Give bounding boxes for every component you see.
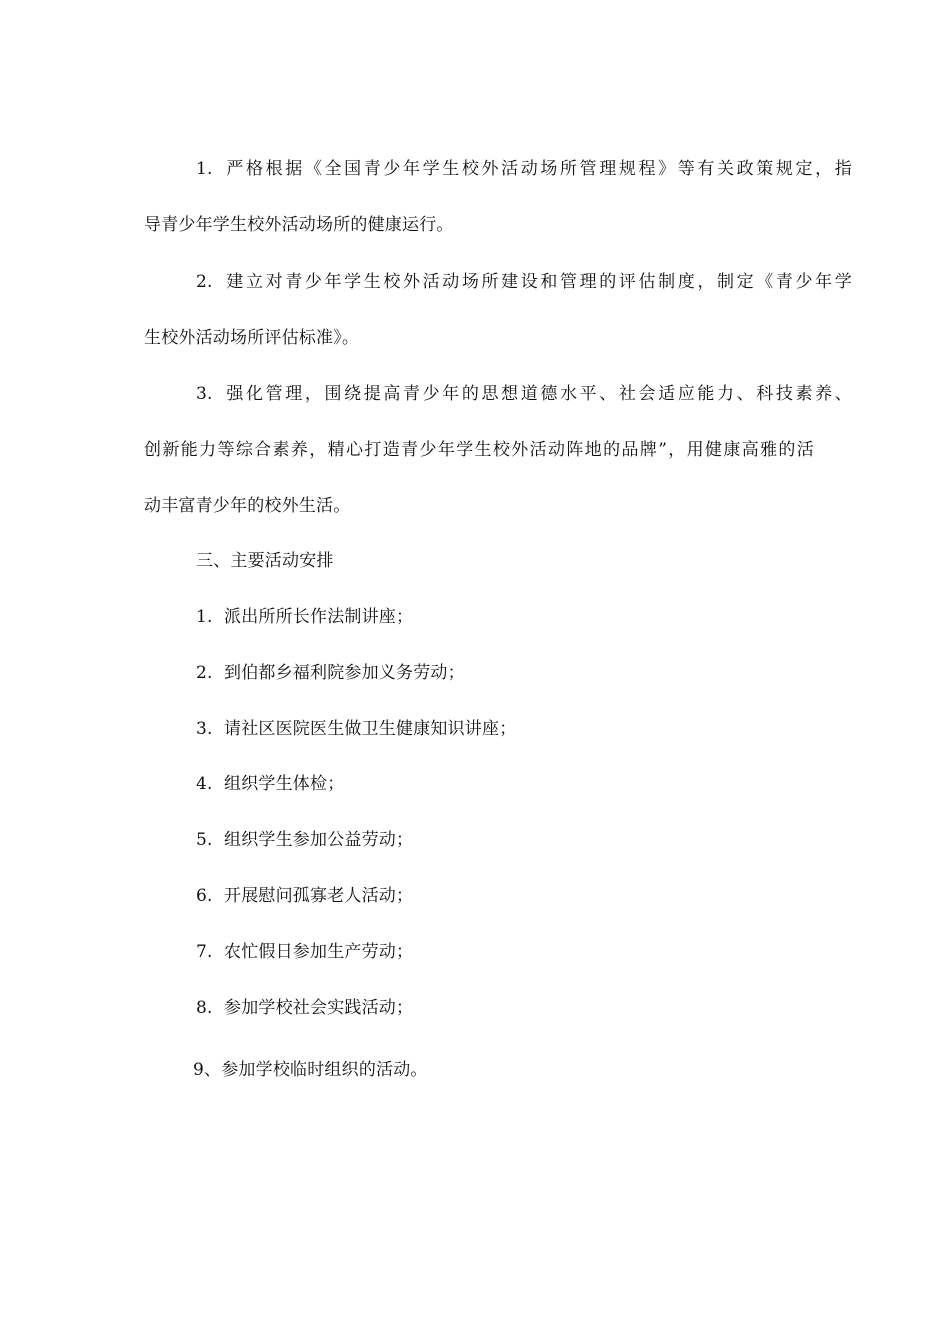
list-item [196,772,344,796]
list-item [196,996,413,1020]
list-item-text: 开展慰问孤寡老人活动； [224,886,414,906]
list-item-text: 派出所所长作法制讲座； [224,607,414,627]
list-item-number: 5. [196,830,213,850]
list-item-number: 1. [196,607,213,627]
paragraph-3-line-2: 创新能力等综合素养，精心打造青少年学生校外活动阵地的品牌”，用健康高雅的活 [144,440,814,460]
paragraph-2-text-1: 建立对青少年学生校外活动场所建设和管理的评估制度，制定《青少年学 [224,272,852,292]
paragraph-1-line-2: 导青少年学生校外活动场所的健康运行。 [144,215,454,235]
list-item-text: 组织学生参加公益劳动； [224,830,414,850]
paragraph-2-line-2: 生校外活动场所评估标准》。 [144,328,360,348]
list-item-text: 请社区医院医生做卫生健康知识讲座； [224,719,517,739]
list-item-number: 2. [196,663,213,683]
section-heading: 三、主要活动安排 [196,551,334,571]
paragraph-1-number: 1. [196,159,213,179]
list-item [196,717,516,741]
list-item-text: 参加学校社会实践活动； [224,998,414,1018]
paragraph-3-number: 3. [196,384,213,404]
paragraph-3-text-1: 强化管理，围绕提高青少年的思想道德水平、社会适应能力、科技素养、 [224,384,852,404]
paragraph-2-line-1 [196,270,852,294]
list-item-text: 到伯都乡福利院参加义务劳动； [224,663,465,683]
list-item-last: 9、参加学校临时组织的活动。 [193,1060,428,1080]
paragraph-2-number: 2. [196,272,213,292]
list-item [196,828,413,852]
list-item-text: 组织学生体检； [224,774,345,794]
paragraph-1-line-1 [196,157,852,181]
paragraph-3-line-1 [196,382,852,406]
paragraph-1-text-1: 严格根据《全国青少年学生校外活动场所管理规程》等有关政策规定，指 [224,159,852,179]
list-item-number: 7. [196,942,213,962]
list-item-number: 8. [196,998,213,1018]
list-item-number: 3. [196,719,213,739]
list-item-text: 农忙假日参加生产劳动； [224,942,414,962]
list-item-number: 6. [196,886,213,906]
list-item [196,940,413,964]
list-item-number: 4. [196,774,213,794]
list-item [196,605,413,629]
list-item [196,884,413,908]
list-item [196,661,465,685]
paragraph-3-line-3: 动丰富青少年的校外生活。 [144,496,351,516]
